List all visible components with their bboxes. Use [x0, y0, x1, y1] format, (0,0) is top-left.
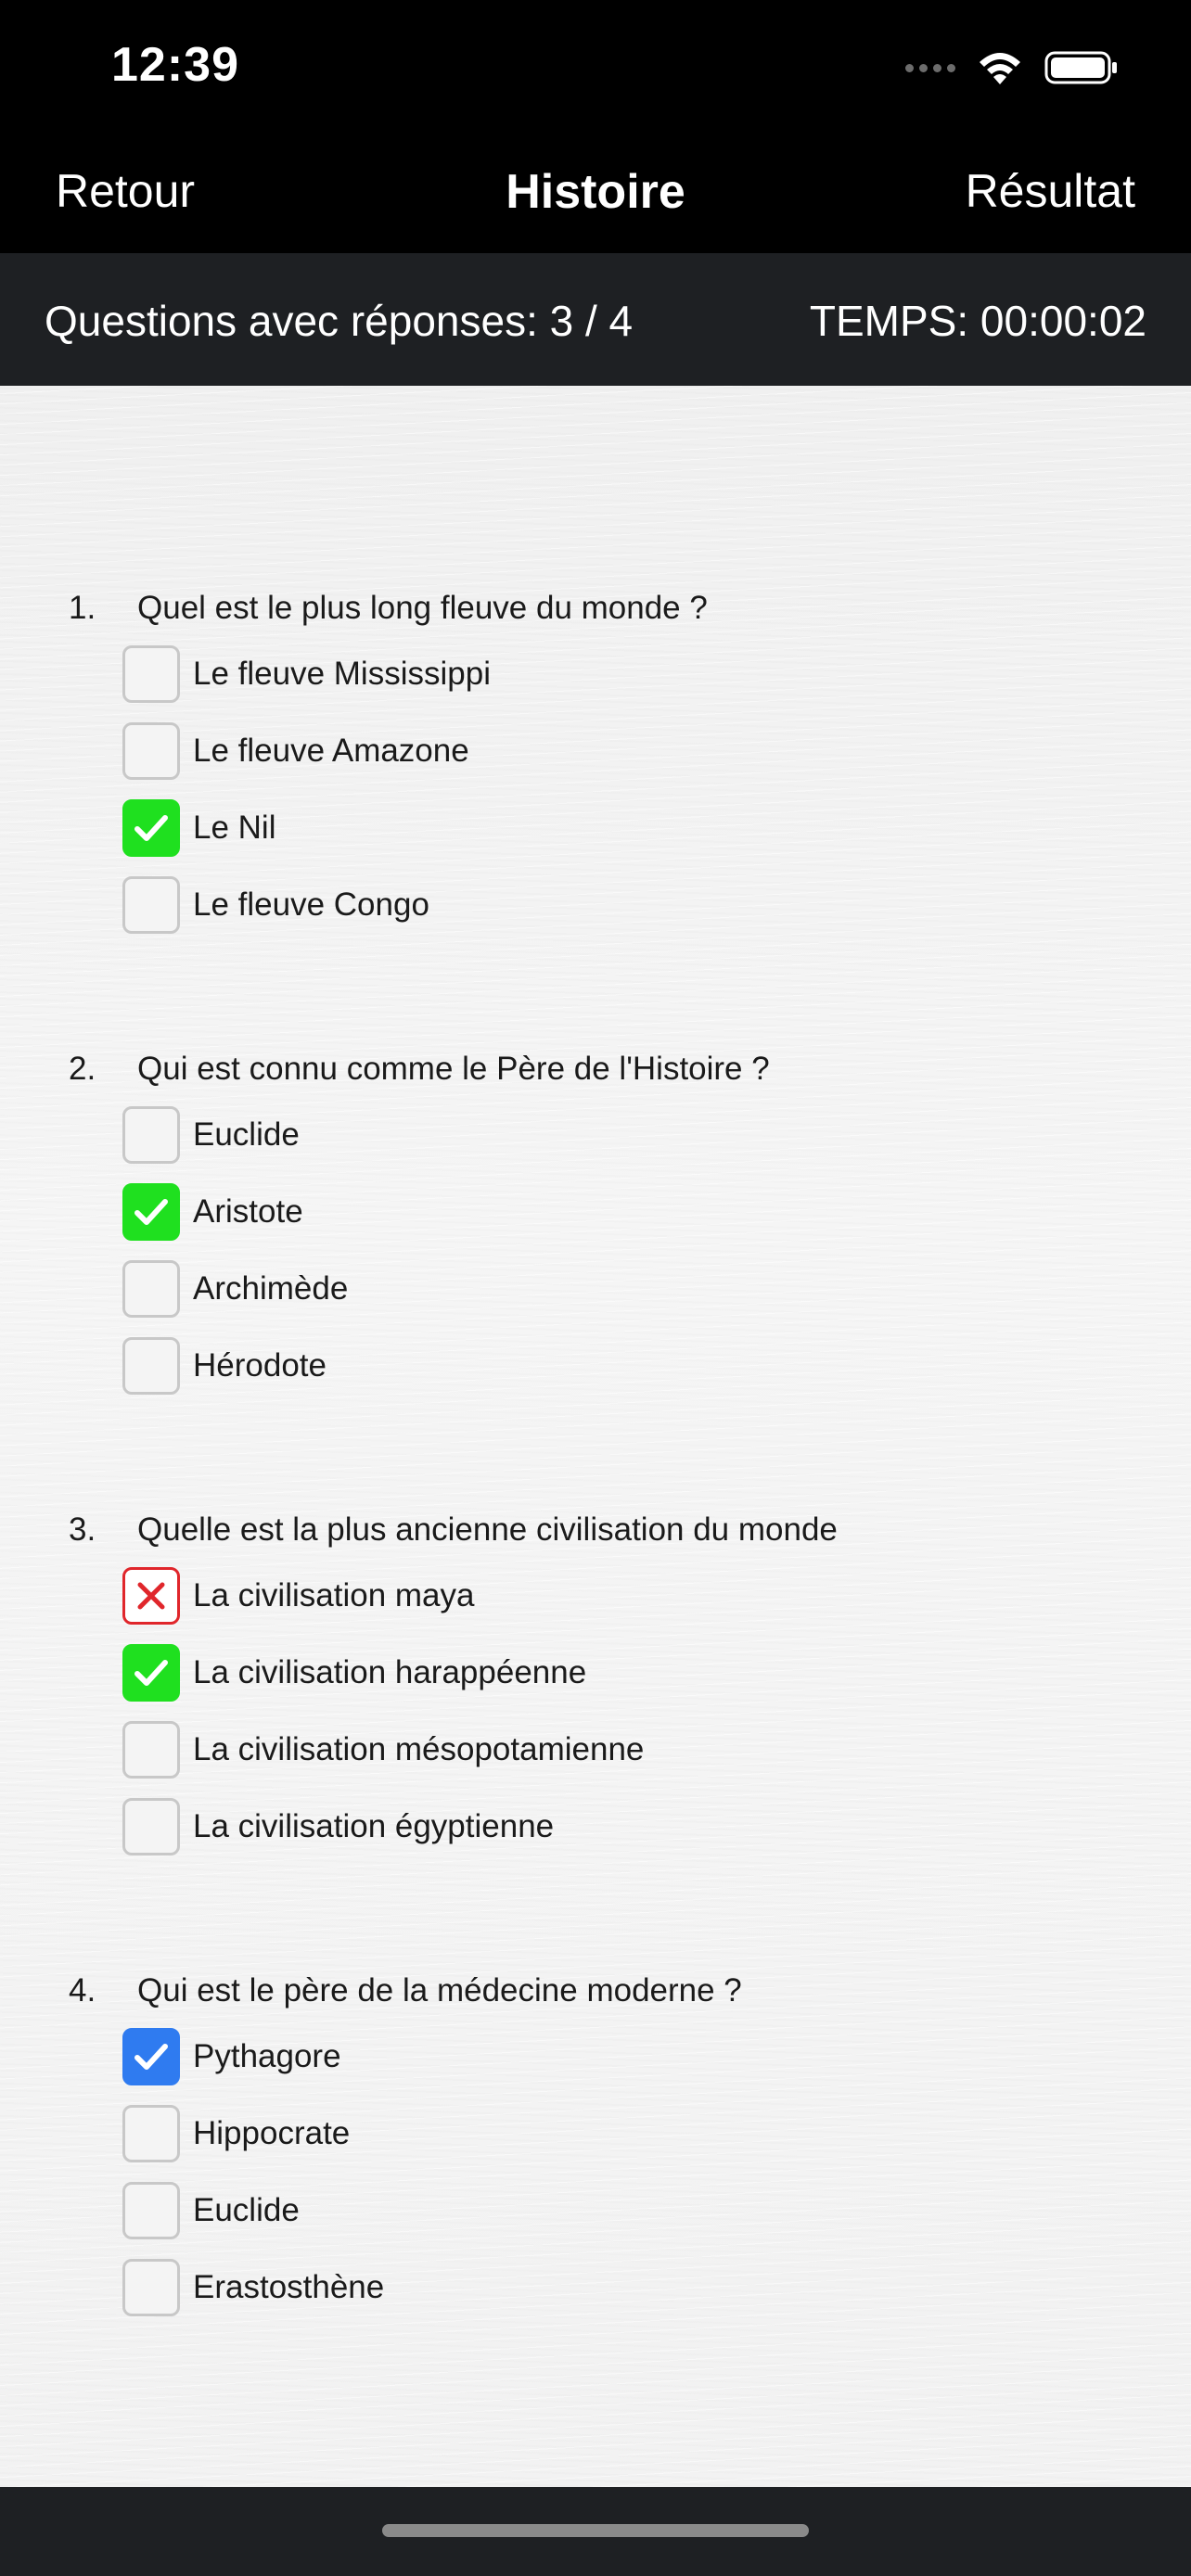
checkbox[interactable]: [122, 1106, 180, 1164]
wifi-icon: [976, 49, 1024, 86]
result-button[interactable]: Résultat: [965, 165, 1135, 217]
option-label: Le fleuve Congo: [193, 886, 429, 923]
quiz-info-bar: [0, 253, 1191, 386]
option-2[interactable]: [122, 2103, 350, 2164]
option-label: Erastosthène: [193, 2269, 385, 2305]
option-3[interactable]: [122, 2180, 300, 2241]
checkbox[interactable]: [122, 1721, 180, 1779]
option-label: Euclide: [193, 1116, 300, 1153]
option-4[interactable]: [122, 1335, 327, 1396]
question-number: 2.: [69, 1051, 96, 1087]
option-1[interactable]: [122, 2026, 341, 2087]
option-2[interactable]: [122, 721, 469, 782]
home-indicator-area: [0, 2487, 1191, 2576]
checkbox[interactable]: [122, 1337, 180, 1395]
option-label: Pythagore: [193, 2038, 341, 2074]
checkbox[interactable]: [122, 2259, 180, 2316]
option-label: Le fleuve Amazone: [193, 733, 469, 769]
option-4[interactable]: [122, 874, 429, 936]
option-3[interactable]: [122, 1719, 644, 1780]
question-text: Qui est le père de la médecine moderne ?: [137, 1972, 742, 2009]
checkbox-wrong[interactable]: [122, 1567, 180, 1625]
back-button[interactable]: Retour: [56, 165, 196, 217]
answered-count: Questions avec réponses: 3 / 4: [45, 297, 634, 345]
status-icons: [905, 45, 1119, 91]
option-label: La civilisation égyptienne: [193, 1808, 555, 1844]
checkbox[interactable]: [122, 722, 180, 780]
question-number: 3.: [69, 1511, 96, 1548]
option-label: La civilisation mésopotamienne: [193, 1731, 645, 1767]
checkbox[interactable]: [122, 876, 180, 934]
option-1[interactable]: [122, 1565, 474, 1626]
option-label: Le Nil: [193, 810, 276, 846]
option-label: Euclide: [193, 2192, 300, 2228]
checkbox-checked[interactable]: [122, 1644, 180, 1702]
checkbox-checked[interactable]: [122, 1183, 180, 1241]
checkmark-icon: [131, 1192, 172, 1232]
question-text: Quel est le plus long fleuve du monde ?: [137, 590, 708, 626]
checkbox[interactable]: [122, 1260, 180, 1318]
checkbox[interactable]: [122, 2105, 180, 2162]
home-indicator[interactable]: [382, 2524, 809, 2537]
option-3[interactable]: [122, 797, 275, 859]
question-title: [69, 1511, 838, 1549]
option-label: La civilisation maya: [193, 1577, 475, 1613]
option-label: La civilisation harappéenne: [193, 1654, 587, 1690]
question-title: [69, 590, 708, 627]
question-number: 1.: [69, 590, 96, 626]
option-4[interactable]: [122, 1796, 554, 1857]
status-time: 12:39: [111, 38, 239, 92]
checkbox[interactable]: [122, 2182, 180, 2239]
cross-icon: [133, 1577, 170, 1614]
option-4[interactable]: [122, 2257, 384, 2318]
option-2[interactable]: [122, 1642, 586, 1703]
question-title: [69, 1051, 770, 1088]
checkbox[interactable]: [122, 645, 180, 703]
checkbox[interactable]: [122, 1798, 180, 1855]
navigation-bar: [0, 134, 1191, 253]
option-1[interactable]: [122, 1104, 300, 1166]
question-title: [69, 1972, 742, 2009]
checkmark-icon: [131, 2036, 172, 2077]
question-text: Qui est connu comme le Père de l'Histoire ?: [137, 1051, 770, 1087]
option-3[interactable]: [122, 1258, 348, 1320]
question-list: [0, 386, 1191, 2487]
question-text: Quelle est la plus ancienne civilisation du monde: [137, 1511, 838, 1548]
signal-icon: [905, 64, 955, 72]
battery-icon: [1044, 49, 1119, 86]
checkbox-selected[interactable]: [122, 2028, 180, 2085]
option-label: Hippocrate: [193, 2115, 351, 2151]
option-label: Archimède: [193, 1270, 349, 1307]
checkmark-icon: [131, 808, 172, 848]
checkbox-checked[interactable]: [122, 799, 180, 857]
option-label: Aristote: [193, 1193, 303, 1230]
page-title: Histoire: [506, 165, 685, 219]
checkmark-icon: [131, 1652, 172, 1693]
question-number: 4.: [69, 1972, 96, 2009]
option-1[interactable]: [122, 644, 491, 705]
option-label: Hérodote: [193, 1347, 327, 1384]
option-label: Le fleuve Mississippi: [193, 656, 491, 692]
timer: TEMPS: 00:00:02: [809, 297, 1146, 345]
option-2[interactable]: [122, 1181, 303, 1243]
status-bar: [0, 0, 1191, 134]
